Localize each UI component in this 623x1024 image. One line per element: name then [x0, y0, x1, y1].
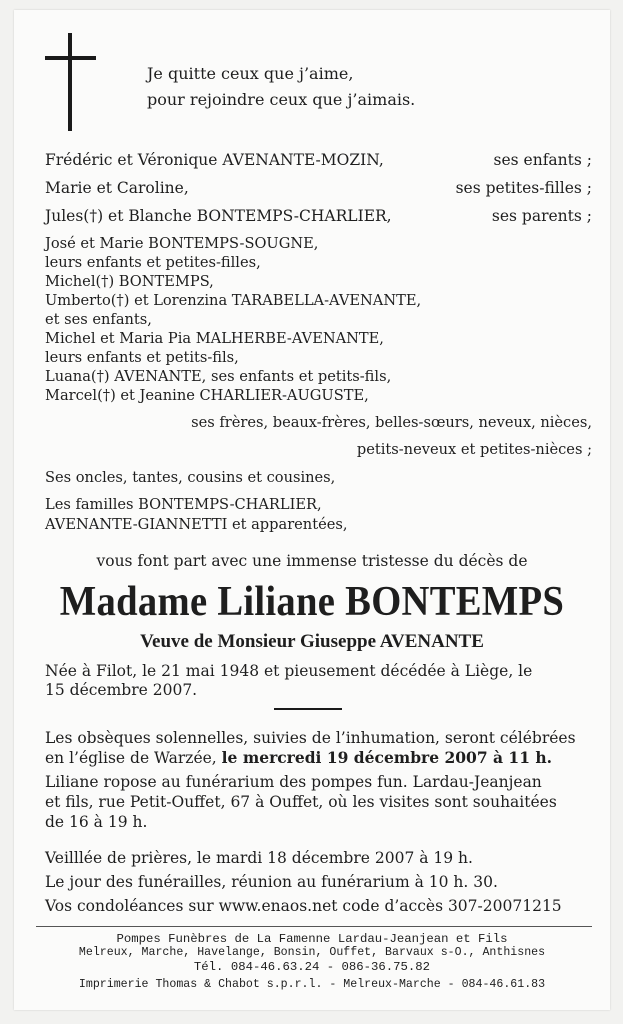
- sibling-line: Michel et Maria Pia MALHERBE-AVENANTE,: [45, 330, 384, 347]
- others-line-3: AVENANTE-GIANNETTI et apparentées,: [45, 516, 348, 533]
- relative-names-2: Marie et Caroline,: [45, 179, 189, 197]
- footer-line-2: Melreux, Marche, Havelange, Bonsin, Ouffet, Barvaux s-O., Anthisnes: [78, 946, 546, 959]
- sibling-line: leurs enfants et petits-fils,: [45, 349, 239, 366]
- others-line-1: Ses oncles, tantes, cousins et cousines,: [45, 469, 336, 486]
- siblings-relation-line-1: ses frères, beaux-frères, belles-sœurs, neveux, nièces,: [191, 414, 592, 431]
- sibling-line: Luana(†) AVENANTE, ses enfants et petits-fils,: [45, 368, 392, 385]
- birth-death-line-1: Née à Filot, le 21 mai 1948 et pieusement décédée à Liège, le: [45, 662, 533, 680]
- quote-line-2: pour rejoindre ceux que j’aimais.: [147, 90, 416, 109]
- widow-line: Veuve de Monsieur Giuseppe AVENANTE: [140, 631, 484, 652]
- visit-line-1: Liliane ropose au funérarium des pompes fun. Lardau-Jeanjean: [45, 773, 542, 791]
- funeral-line-2: [45, 748, 552, 768]
- visit-line-3: de 16 à 19 h.: [45, 813, 148, 831]
- vigil-line: Veilllée de prières, le mardi 18 décembre 2007 à 19 h.: [45, 849, 473, 867]
- visit-line-2: et fils, rue Petit-Ouffet, 67 à Ouffet, où les visites sont souhaitées: [45, 793, 557, 811]
- relative-relation-3: ses parents ;: [491, 207, 592, 225]
- relative-relation-1: ses enfants ;: [493, 151, 592, 169]
- sibling-line: Umberto(†) et Lorenzina TARABELLA-AVENANTE,: [45, 292, 422, 309]
- funeral-church: en l’église de Warzée,: [45, 749, 217, 767]
- deceased-name: Madame Liliane BONTEMPS: [59, 579, 565, 625]
- footer-line-3: Tél. 084-46.63.24 - 086-36.75.82: [193, 960, 431, 974]
- footer-line-4: Imprimerie Thomas & Chabot s.p.r.l. - Melreux-Marche - 084-46.61.83: [78, 978, 546, 991]
- quote-line-1: Je quitte ceux que j’aime,: [147, 64, 354, 83]
- funeral-line-1: Les obsèques solennelles, suivies de l’inhumation, seront célébrées: [45, 729, 576, 747]
- sibling-line: et ses enfants,: [45, 311, 152, 328]
- relative-names-1: Frédéric et Véronique AVENANTE-MOZIN,: [45, 151, 384, 169]
- sibling-line: Marcel(†) et Jeanine CHARLIER-AUGUSTE,: [45, 387, 369, 404]
- obituary-card: [14, 10, 610, 1010]
- relative-names-3: Jules(†) et Blanche BONTEMPS-CHARLIER,: [45, 207, 392, 225]
- others-line-2: Les familles BONTEMPS-CHARLIER,: [45, 496, 322, 513]
- footer-line-1: Pompes Funèbres de La Famenne Lardau-Jeanjean et Fils: [116, 932, 508, 946]
- sibling-line: leurs enfants et petites-filles,: [45, 254, 261, 271]
- birth-death-line-2: 15 décembre 2007.: [45, 681, 198, 699]
- relative-relation-2: ses petites-filles ;: [455, 179, 592, 197]
- siblings-relation-line-2: petits-neveux et petites-nièces ;: [356, 441, 592, 458]
- announcement: vous font part avec une immense tristesse du décès de: [96, 552, 528, 570]
- funeral-date: le mercredi 19 décembre 2007 à 11 h.: [221, 748, 553, 767]
- footer-divider: [36, 926, 592, 927]
- separator-line: [274, 708, 342, 710]
- sibling-line: José et Marie BONTEMPS-SOUGNE,: [45, 235, 319, 252]
- sibling-line: Michel(†) BONTEMPS,: [45, 273, 214, 290]
- condolences-line: Vos condoléances sur www.enaos.net code d’accès 307-20071215: [45, 897, 562, 915]
- meeting-line: Le jour des funérailles, réunion au funérarium à 10 h. 30.: [45, 873, 498, 891]
